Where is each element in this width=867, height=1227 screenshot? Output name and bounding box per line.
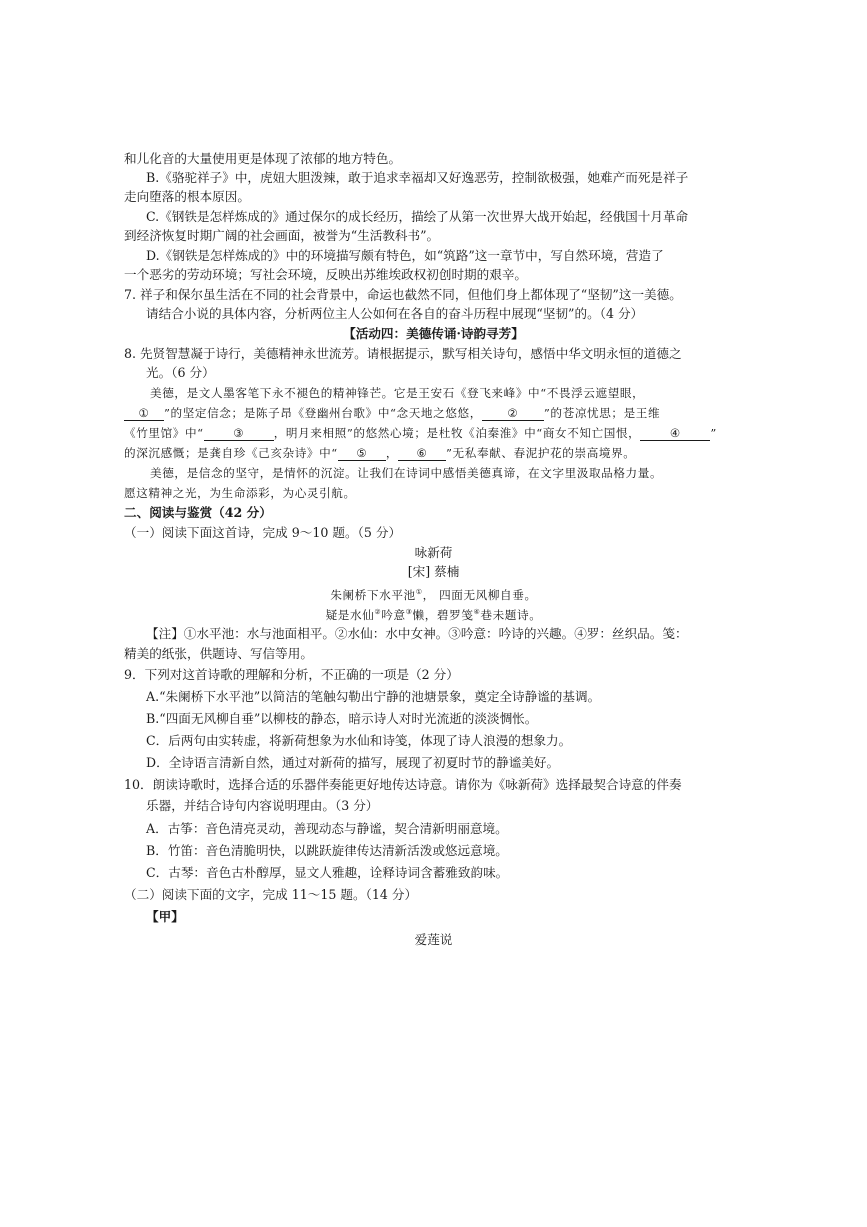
- passage-title: 爱莲说: [414, 932, 453, 947]
- q10-stem-line1: 10．朗读诗歌时，选择合适的乐器伴奏能更好地传达诗意。请你为《咏新荷》选择最契合诗意的伴奏: [124, 777, 682, 792]
- q8-stem-line1: 8. 先贤智慧凝于诗行，美德精神永世流芳。请根据提示，默写相关诗句，感悟中华文明永恒的道德之: [124, 346, 682, 361]
- q6-continuation: 和儿化音的大量使用更是体现了浓郁的地方特色。: [124, 151, 402, 166]
- q8-stem-line2: 光。（6 分）: [146, 365, 215, 380]
- note-mark-2: ②: [374, 608, 382, 616]
- part2-intro: （二）阅读下面的文字，完成 11～15 题。（14 分）: [124, 887, 418, 902]
- poem-note-line2: 精美的纸张，供题诗、写信等用。: [124, 646, 313, 661]
- q6-option-c-line2: 到经济恢复时期广阔的社会画面，被誉为“生活教科书”。: [124, 228, 440, 243]
- q8-passage-line5: 美德，是信念的坚守，是情怀的沉淀。让我们在诗词中感悟美德真谛，在文字里汲取品格力量。: [150, 466, 663, 480]
- note-mark-4: ④: [473, 608, 481, 616]
- q8-blank-3[interactable]: ③: [204, 426, 274, 441]
- q8-blank-4[interactable]: ④: [640, 426, 710, 441]
- note-mark-1: ①: [415, 588, 423, 596]
- q9-stem: 9．下列对这首诗歌的理解和分析，不正确的一项是（2 分）: [124, 667, 459, 682]
- q8-passage-line3: 《竹里馆》中“ ③ ，明月来相照”的悠然心境；是杜牧《泊秦淮》中“商女不知亡国恨， ④ ”: [124, 426, 717, 440]
- q10-option-b: B．竹笛：音色清脆明快，以跳跃旋律传达清新活泼或悠远意境。: [146, 843, 508, 858]
- passage-jia-label: 【甲】: [146, 909, 184, 924]
- q8-passage-line6: 愿这精神之光，为生命添彩，为心灵引航。: [124, 486, 356, 500]
- q6-option-b-line1: B.《骆驼祥子》中，虎妞大胆泼辣，敢于追求幸福却又好逸恶劳，控制欲极强，她难产而死是祥子: [146, 170, 689, 185]
- q9-option-a: A.“朱阑桥下水平池”以简洁的笔触勾勒出宁静的池塘景象，奠定全诗静谧的基调。: [146, 689, 601, 704]
- poem-author: [宋] 蔡楠: [407, 564, 460, 579]
- q10-option-a: A．古筝：音色清亮灵动，善现动态与静谧，契合清新明丽意境。: [146, 821, 508, 836]
- note-mark-3: ③: [405, 608, 413, 616]
- q6-option-d-line2: 一个恶劣的劳动环境；写社会环境，反映出苏维埃政权初创时期的艰辛。: [124, 267, 527, 282]
- q9-option-c: C．后两句由实转虚，将新荷想象为水仙和诗笺，体现了诗人浪漫的想象力。: [146, 733, 572, 748]
- part1-intro: （一）阅读下面这首诗，完成 9～10 题。（5 分）: [124, 525, 402, 540]
- q10-option-c: C．古琴：音色古朴醇厚，显文人雅趣，诠释诗词含蓄雅致韵味。: [146, 865, 509, 880]
- activity4-heading: 【活动四：美德传诵·诗韵寻芳】: [343, 326, 524, 341]
- q7-stem-line1: 7. 祥子和保尔虽生活在不同的社会背景中，命运也截然不同，但他们身上都体现了“坚韧”这一美德。: [124, 287, 682, 302]
- q9-option-d: D．全诗语言清新自然，通过对新荷的描写，展现了初夏时节的静谧美好。: [146, 755, 560, 770]
- q6-option-b-line2: 走向堕落的根本原因。: [124, 189, 250, 204]
- q7-stem-line2: 请结合小说的具体内容，分析两位主人公如何在各自的奋斗历程中展现“坚韧”的。（4 分）: [146, 306, 644, 321]
- poem-note-line1: 【注】①水平池：水与池面相平。②水仙：水中女神。③吟意：吟诗的兴趣。④罗：丝织品。笺：: [146, 626, 688, 641]
- poem-line1: 朱阑桥下水平池①， 四面无风柳自垂。: [330, 587, 537, 602]
- poem-title: 咏新荷: [414, 545, 453, 560]
- q8-passage-line1: 美德，是文人墨客笔下永不褪色的精神锋芒。它是王安石《登飞来峰》中“不畏浮云遮望眼，: [150, 386, 645, 400]
- q8-blank-5[interactable]: ⑤: [338, 446, 386, 461]
- q6-option-d-line1: D.《钢铁是怎样炼成的》中的环境描写颇有特色，如“筑路”这一章节中，写自然环境，营造了: [146, 248, 664, 263]
- q10-stem-line2: 乐器，并结合诗句内容说明理由。（3 分）: [146, 798, 379, 813]
- q8-passage-line2: ① ”的坚定信念；是陈子昂《登幽州台歌》中“念天地之悠悠， ② ”的苍凉忧思；是王维: [124, 404, 660, 422]
- q8-blank-2[interactable]: ②: [482, 406, 544, 421]
- q6-option-c-line1: C.《钢铁是怎样炼成的》通过保尔的成长经历，描绘了从第一次世界大战开始起，经俄国十月革命: [146, 209, 689, 224]
- poem-line2: 疑是水仙②吟意③懒，碧罗笺④巷未题诗。: [325, 607, 542, 622]
- q8-passage-line4: 的深沉感慨；是龚自珍《己亥杂诗》中“ ⑤ ， ⑥ ”无私奉献、春泥护花的崇高境界。: [124, 446, 636, 460]
- q8-blank-1[interactable]: ①: [124, 406, 164, 421]
- q8-blank-6[interactable]: ⑥: [398, 446, 446, 461]
- q9-option-b: B.“四面无风柳自垂”以柳枝的静态，暗示诗人对时光流逝的淡淡惆怅。: [146, 711, 538, 726]
- section2-heading: 二、阅读与鉴赏（42 分）: [124, 505, 272, 520]
